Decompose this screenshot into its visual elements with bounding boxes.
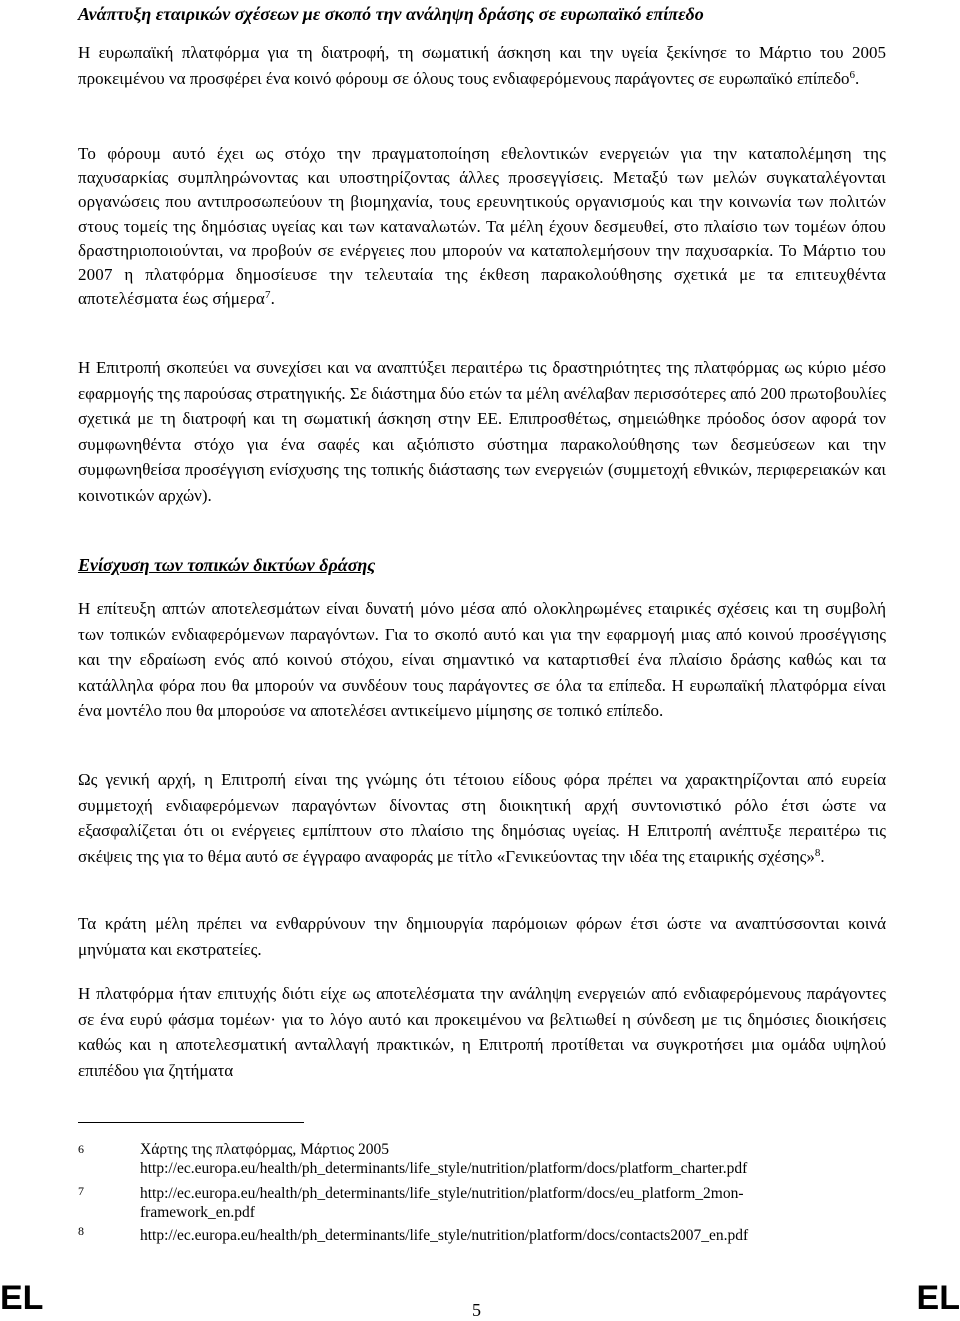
paragraph-text: Το φόρουμ αυτό έχει ως στόχο την πραγματοποίηση εθελοντικών ενεργειών για την καταπολέμηση της παχυσαρκίας συμπληρώνοντας και υποστηρίζοντας άλλες προσεγγίσεις. Μεταξύ των μελών συγκαταλέγονται οργανώσεις που αντιπροσωπεύουν τη βιομηχανία, τους ερευνητικούς οργανισμούς και την κοινωνία των πολιτών στους τομείς της δημόσιας υγείας και των καταναλωτών. Τα μέλη έχουν δεσμευθεί, στο πλαίσιο των τομέων όπου δραστηριοποιούνται, να προβούν σε ενέργειες που μπορούν να καταπολεμήσουν την παχυσαρκία. Το Μάρτιο του 2007 η πλατφόρμα δημοσίευσε την τελευταία της έκθεση παρακολούθησης σχετικά με τα επιτευχθέντα αποτελέσματα έως σήμερα [78, 144, 886, 309]
section-heading-local-networks: Ενίσχυση των τοπικών δικτύων δράσης [78, 555, 376, 575]
language-code-left: EL [0, 1279, 44, 1317]
paragraph: Ως γενική αρχή, η Επιτροπή είναι της γνώμης ότι τέτοιου είδους φόρα πρέπει να χαρακτηρίζονται από ευρεία συμμετοχή ενδιαφερόμενων παραγόντων δίνοντας στη διοικητική αρχή συντονιστικό ρόλο έτσι ώστε να εξασφαλίζεται ότι οι ενέργειες εμπίπτουν στο πλαίσιο της δημόσιας υγείας. Η Επιτροπή ανέπτυξε περαιτέρω τις σκέψεις της για το θέμα αυτό σε έγγραφο αναφοράς με τίτλο «Γενικεύοντας την ιδέα της εταιρικής σχέσης»$^8$. [78, 770, 886, 866]
paragraph: Η πλατφόρμα ήταν επιτυχής διότι είχε ως αποτελέσματα την ανάληψη ενεργειών από ενδιαφερόμενους παράγοντες σε ένα ευρύ φάσμα τομέων· για το λόγο αυτό και προκειμένου να βελτιωθεί η σύνδεση με τις δημόσιες διοικήσεις καθώς και η αποτελεσματική ανταλλαγή πρακτικών, η Επιτροπή προτίθεται να συγκροτήσει μια ομάδα υψηλού επιπέδου για ζητήματα [78, 984, 886, 1080]
paragraph: Η ευρωπαϊκή πλατφόρμα για τη διατροφή, τη σωματική άσκηση και την υγεία ξεκίνησε το Μάρτιο του 2005 προκειμένου να προσφέρει ένα κοινό φόρουμ σε όλους τους ενδιαφερόμενους παράγοντες σε ευρωπαϊκό επίπεδο$^6$. [78, 43, 886, 88]
footnote-ref[interactable]: 6 [849, 68, 856, 81]
footnote-ref[interactable]: 8 [814, 846, 821, 859]
footnote-ref[interactable]: 7 [264, 289, 271, 302]
language-code-right: EL [916, 1279, 960, 1317]
footnote-separator [78, 1122, 304, 1123]
page-number: 5 [472, 1300, 481, 1320]
footnote-link[interactable]: http://ec.europa.eu/health/ph_determinants/life_style/nutrition/platform/docs/eu_platform_2mon- [140, 1185, 744, 1202]
paragraph-text: Ως γενική αρχή, η Επιτροπή είναι της γνώμης ότι τέτοιου είδους φόρα πρέπει να χαρακτηρίζονται από ευρεία συμμετοχή ενδιαφερόμενων παραγόντων δίνοντας στη διοικητική αρχή συντονιστικό ρόλο έτσι ώστε να εξασφαλίζεται ότι οι ενέργειες εμπίπτουν στο πλαίσιο της δημόσιας υγείας. Η Επιτροπή ανέπτυξε περαιτέρω τις σκέψεις της για το θέμα αυτό σε έγγραφο αναφοράς με τίτλο «Γενικεύοντας την ιδέα της εταιρικής σχέσης» [78, 770, 886, 866]
paragraph: Η επίτευξη απτών αποτελεσμάτων είναι δυνατή μόνο μέσα από ολοκληρωμένες εταιρικές σχέσεις και τη συμβολή των τοπικών ενδιαφερόμενων παραγόντων. Για το σκοπό αυτό και για την εφαρμογή μιας από κοινού προσέγγισης και την εδραίωση ενός από κοινού στόχου, είναι σημαντικό να καταρτισθεί ένα πλαίσιο δράσης καθώς και τα κατάλληλα φόρα που θα μπορούν να συνδέουν τους παράγοντες σε όλα τα επίπεδα. Η ευρωπαϊκή πλατφόρμα είναι ένα μοντέλο που θα μπορούσε να αποτελέσει αντικείμενο μίμησης σε τοπικό επίπεδο. [78, 599, 886, 721]
footnote-number: 7 [78, 1184, 84, 1198]
footnote-link[interactable]: http://ec.europa.eu/health/ph_determinants/life_style/nutrition/platform/docs/platform_charter.pdf [140, 1160, 748, 1177]
footnote-link[interactable]: http://ec.europa.eu/health/ph_determinants/life_style/nutrition/platform/docs/contacts2007_en.pdf [140, 1227, 749, 1244]
paragraph-text: Η ευρωπαϊκή πλατφόρμα για τη διατροφή, τη σωματική άσκηση και την υγεία ξεκίνησε το Μάρτιο του 2005 προκειμένου να προσφέρει ένα κοινό φόρουμ σε όλους τους ενδιαφερόμενους παράγοντες σε ευρωπαϊκό επίπεδο [78, 43, 886, 88]
footnote-link-continued[interactable]: framework_en.pdf [140, 1204, 255, 1221]
footnote-number: 6 [78, 1142, 84, 1156]
paragraph: Η Επιτροπή σκοπεύει να συνεχίσει και να αναπτύξει περαιτέρω τις δραστηριότητες της πλατφόρμας ως κύριο μέσο εφαρμογής της παρούσας στρατηγικής. Σε διάστημα δύο ετών τα μέλη ανέλαβαν περισσότερες από 200 πρωτοβουλίες σχετικά με τη διατροφή και τη σωματική άσκηση στην ΕΕ. Επιπροσθέτως, σημειώθηκε πρόοδος όσον αφορά τον συμφωνηθέντα στόχο για ένα σαφές και αξιόπιστο σύστημα παρακολούθησης των δεσμεύσεων και την συμφωνηθείσα προσέγγιση ενίσχυσης της τοπικής διάστασης των ενεργειών (συμμετοχή εθνικών, περιφερειακών και κοινοτικών αρχών). [78, 358, 886, 505]
footnote-number: 8 [78, 1224, 84, 1238]
section-heading-partnerships: Ανάπτυξη εταιρικών σχέσεων με σκοπό την ανάληψη δράσης σε ευρωπαϊκό επίπεδο [78, 4, 704, 24]
paragraph: Τα κράτη μέλη πρέπει να ενθαρρύνουν την δημιουργία παρόμοιων φόρων έτσι ώστε να αναπτύσσονται κοινά μηνύματα και εκστρατείες. [78, 914, 886, 959]
footnote-text: Χάρτης της πλατφόρμας, Μάρτιος 2005 [140, 1141, 389, 1158]
paragraph: Το φόρουμ αυτό έχει ως στόχο την πραγματοποίηση εθελοντικών ενεργειών για την καταπολέμηση της παχυσαρκίας συμπληρώνοντας και υποστηρίζοντας άλλες προσεγγίσεις. Μεταξύ των μελών συγκαταλέγονται οργανώσεις που αντιπροσωπεύουν τη βιομηχανία, τους ερευνητικούς οργανισμούς και την κοινωνία των πολιτών στους τομείς της δημόσιας υγείας και των καταναλωτών. Τα μέλη έχουν δεσμευθεί, στο πλαίσιο των τομέων όπου δραστηριοποιούνται, να προβούν σε ενέργειες που μπορούν να καταπολεμήσουν την παχυσαρκία. Το Μάρτιο του 2007 η πλατφόρμα δημοσίευσε την τελευταία της έκθεση παρακολούθησης σχετικά με τα επιτευχθέντα αποτελέσματα έως σήμερα$^7$. [78, 144, 886, 309]
